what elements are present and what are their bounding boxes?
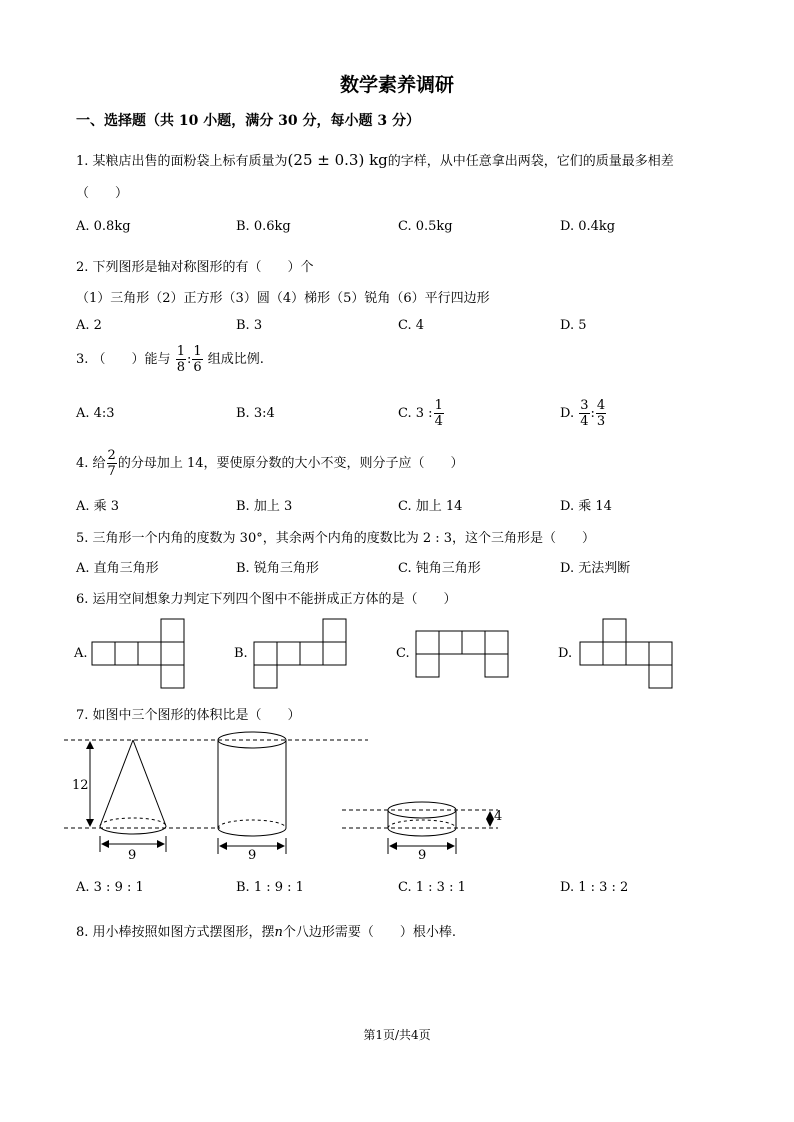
q4-fraction: $\frac{2}{7}$ <box>107 448 116 479</box>
cube-net-b <box>252 618 352 690</box>
q3-option-a: A. 4:3 <box>76 406 115 421</box>
q7-option-d: D. 1 : 3 : 2 <box>560 880 629 895</box>
q3-stem-b: 组成比例. <box>207 352 264 367</box>
cube-net-a <box>90 618 190 690</box>
q2-option-b: B. 3 <box>236 318 263 333</box>
q8-variable: n <box>274 925 283 940</box>
page-title: 数学素养调研 <box>339 74 454 96</box>
short-cylinder-shape <box>388 802 456 836</box>
q3-fraction-1: $\frac{1}{8}$ <box>176 344 185 375</box>
q6-label-b: B. <box>234 646 248 661</box>
q2-list: （1）三角形（2）正方形（3）圆（4）梯形（5）锐角（6）平行四边形 <box>76 291 490 306</box>
q2-option-d: D. 5 <box>560 318 587 333</box>
question-4-stem: 4. 给 $\frac{2}{7}$ 的分母加上 14，要使原分数的大小不变，则分子应（ ） <box>76 448 464 479</box>
tall-cylinder-shape <box>218 732 286 836</box>
q5-option-a: A. 直角三角形 <box>76 561 159 576</box>
cone-shape <box>100 740 166 834</box>
q3-option-c: C. 3 : $\frac{1}{4}$ <box>398 398 443 429</box>
q7-option-c: C. 1 : 3 : 1 <box>398 880 466 895</box>
page-footer: 第1页/共4页 <box>363 1028 431 1042</box>
question-5-stem: 5. 三角形一个内角的度数为 30°，其余两个内角的度数比为 2 : 3，这个三角形是（ ） <box>76 531 596 546</box>
q5-option-c: C. 钝角三角形 <box>398 561 481 576</box>
q1-option-c: C. 0.5kg <box>398 219 453 234</box>
cone-diameter-label: 9 <box>128 848 137 863</box>
q4-option-a: A. 乘 3 <box>76 499 120 514</box>
question-6-stem: 6. 运用空间想象力判定下列四个图中不能拼成正方体的是（ ） <box>76 592 457 607</box>
question-7-stem: 7. 如图中三个图形的体积比是（ ） <box>76 708 301 723</box>
q1-math: (25 ± 0.3) kg <box>287 151 388 169</box>
q4-option-d: D. 乘 14 <box>560 499 612 514</box>
short-cylinder-diameter-label: 9 <box>418 848 427 863</box>
q6-label-c: C. <box>396 646 410 661</box>
cube-net-d <box>578 618 678 690</box>
cone-height-label: 12 <box>72 778 89 793</box>
q5-option-d: D. 无法判断 <box>560 561 631 576</box>
q7-option-a: A. 3 : 9 : 1 <box>76 880 144 895</box>
q3-option-b: B. 3:4 <box>236 406 275 421</box>
short-cylinder-height-label: 4 <box>494 809 503 824</box>
q3-stem-a: 3. （ ）能与 <box>76 352 171 367</box>
question-2-stem: 2. 下列图形是轴对称图形的有（ ）个 <box>76 260 314 275</box>
q3-fraction-2: $\frac{1}{6}$ <box>193 344 202 375</box>
q4-option-b: B. 加上 3 <box>236 499 293 514</box>
q2-option-a: A. 2 <box>76 318 102 333</box>
tall-cylinder-diameter-label: 9 <box>248 848 257 863</box>
question-1-stem <box>76 150 674 169</box>
q3-option-d: D. $\frac{3}{4}$ : $\frac{4}{3}$ <box>560 398 606 429</box>
q1-option-d: D. 0.4kg <box>560 219 616 234</box>
q5-option-b: B. 锐角三角形 <box>236 561 319 576</box>
q6-label-a: A. <box>74 646 88 661</box>
section-heading: 一、选择题（共 10 小题，满分 30 分，每小题 3 分） <box>76 113 420 129</box>
q1-stem-b: 的字样，从中任意拿出两袋，它们的质量最多相差 <box>387 154 674 169</box>
q6-label-d: D. <box>558 646 573 661</box>
question-3-stem: 3. （ ）能与 $\frac{1}{8}$ : $\frac{1}{6}$ 组成比例. <box>76 344 264 375</box>
question-8-stem: 8. 用小棒按照如图方式摆图形，摆n个八边形需要（ ）根小棒. <box>76 925 457 940</box>
q1-paren: （ ） <box>76 186 129 201</box>
q1-option-b: B. 0.6kg <box>236 219 291 234</box>
cube-net-c <box>414 630 514 680</box>
q1-option-a: A. 0.8kg <box>76 219 131 234</box>
q4-option-c: C. 加上 14 <box>398 499 463 514</box>
q2-option-c: C. 4 <box>398 318 425 333</box>
q7-option-b: B. 1 : 9 : 1 <box>236 880 304 895</box>
q1-stem-a: 1. 某粮店出售的面粉袋上标有质量为 <box>76 154 288 169</box>
